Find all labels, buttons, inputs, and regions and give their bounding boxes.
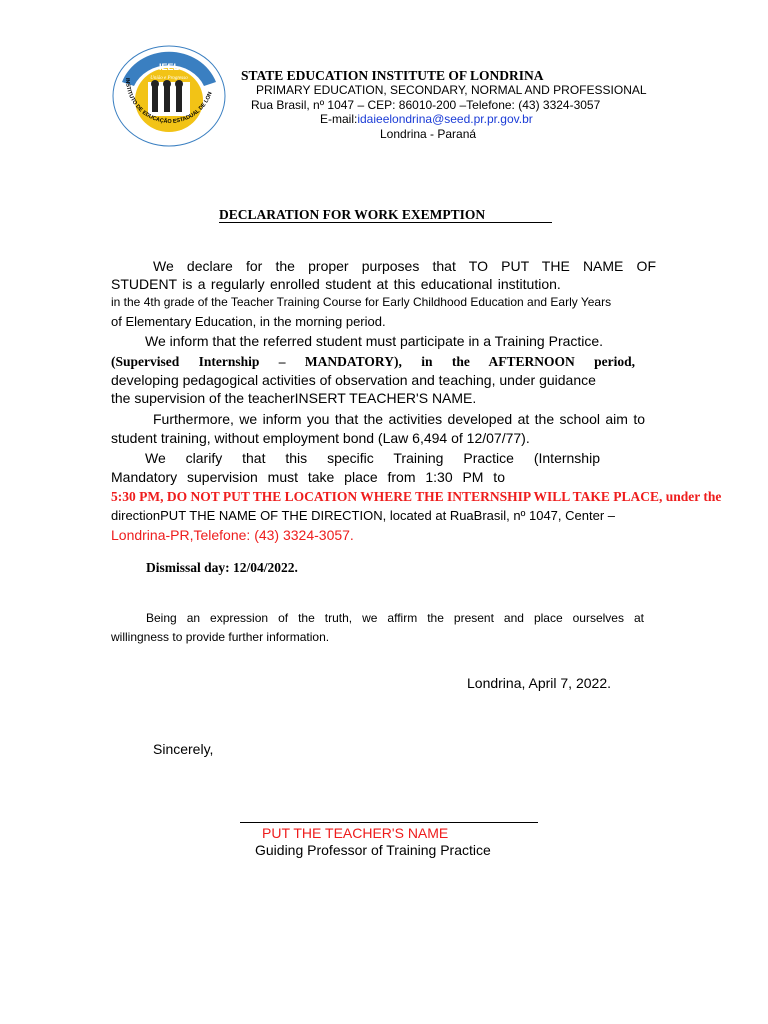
p2-line4: the supervision of the teacherINSERT TEACHER'S NAME. bbox=[111, 390, 477, 406]
email-link[interactable]: idaieelondrina@seed.pr.pr.gov.br bbox=[357, 112, 533, 126]
p4-line1: We clarify that this specific Training Practice (Internship bbox=[145, 450, 600, 466]
svg-text:União e Progresso: União e Progresso bbox=[150, 76, 188, 81]
p4-line4: directionPUT THE NAME OF THE DIRECTION, located at RuaBrasil, nº 1047, Center – bbox=[111, 508, 615, 523]
p1-line2: STUDENT is a regularly enrolled student at this educational institution. bbox=[111, 276, 561, 292]
p4-line3-location-placeholder: 5:30 PM, DO NOT PUT THE LOCATION WHERE THE INTERNSHIP WILL TAKE PLACE, under the bbox=[111, 489, 722, 504]
header-city: Londrina - Paraná bbox=[380, 127, 477, 141]
document-title: DECLARATION FOR WORK EXEMPTION bbox=[219, 207, 552, 223]
p2-line1: We inform that the referred student must participate in a Training Practice. bbox=[145, 333, 604, 349]
p2-line3: developing pedagogical activities of observation and teaching, under guidance bbox=[111, 372, 596, 388]
p3-line1: Furthermore, we inform you that the activities developed at the school aim to bbox=[153, 411, 645, 427]
header-email-line bbox=[320, 112, 533, 126]
place-and-date: Londrina, April 7, 2022. bbox=[467, 675, 611, 691]
signature-line bbox=[240, 822, 538, 823]
header-education-levels: PRIMARY EDUCATION, SECONDARY, NORMAL AND PROFESSIONAL bbox=[256, 83, 647, 97]
institution-logo bbox=[108, 42, 230, 148]
closing-line2: willingness to provide further information. bbox=[111, 630, 330, 644]
sincerely: Sincerely, bbox=[153, 741, 214, 757]
institution-name: STATE EDUCATION INSTITUTE OF LONDRINA bbox=[241, 68, 544, 83]
svg-text:IEEL: IEEL bbox=[158, 62, 180, 72]
p2-line2: (Supervised Internship – MANDATORY), in the AFTERNOON period, bbox=[111, 354, 635, 369]
p1-line3: in the 4th grade of the Teacher Training Course for Early Childhood Education and Early Years bbox=[111, 295, 612, 309]
p1-line4: of Elementary Education, in the morning period. bbox=[111, 314, 386, 329]
closing-line1: Being an expression of the truth, we affirm the present and place ourselves at bbox=[146, 611, 644, 625]
signature-name-placeholder: PUT THE TEACHER'S NAME bbox=[262, 825, 449, 841]
p4-line5-contact: Londrina-PR,Telefone: (43) 3324-3057. bbox=[111, 527, 354, 543]
email-label: E-mail: bbox=[320, 112, 358, 126]
p3-line2: student training, without employment bond (Law 6,494 of 12/07/77). bbox=[111, 430, 530, 446]
p1-line1: We declare for the proper purposes that TO PUT THE NAME OF bbox=[153, 258, 656, 274]
dismissal-day: Dismissal day: 12/04/2022. bbox=[146, 560, 298, 575]
svg-text:INSTITUTO DE EDUCAÇÃO ESTADUAL: INSTITUTO DE EDUCAÇÃO ESTADUAL DE LON bbox=[123, 77, 214, 125]
header-address: Rua Brasil, nº 1047 – CEP: 86010-200 –Telefone: (43) 3324-3057 bbox=[251, 98, 601, 112]
p4-line2: Mandatory supervision must take place from 1:30 PM to bbox=[111, 469, 505, 485]
signature-role: Guiding Professor of Training Practice bbox=[255, 842, 491, 858]
